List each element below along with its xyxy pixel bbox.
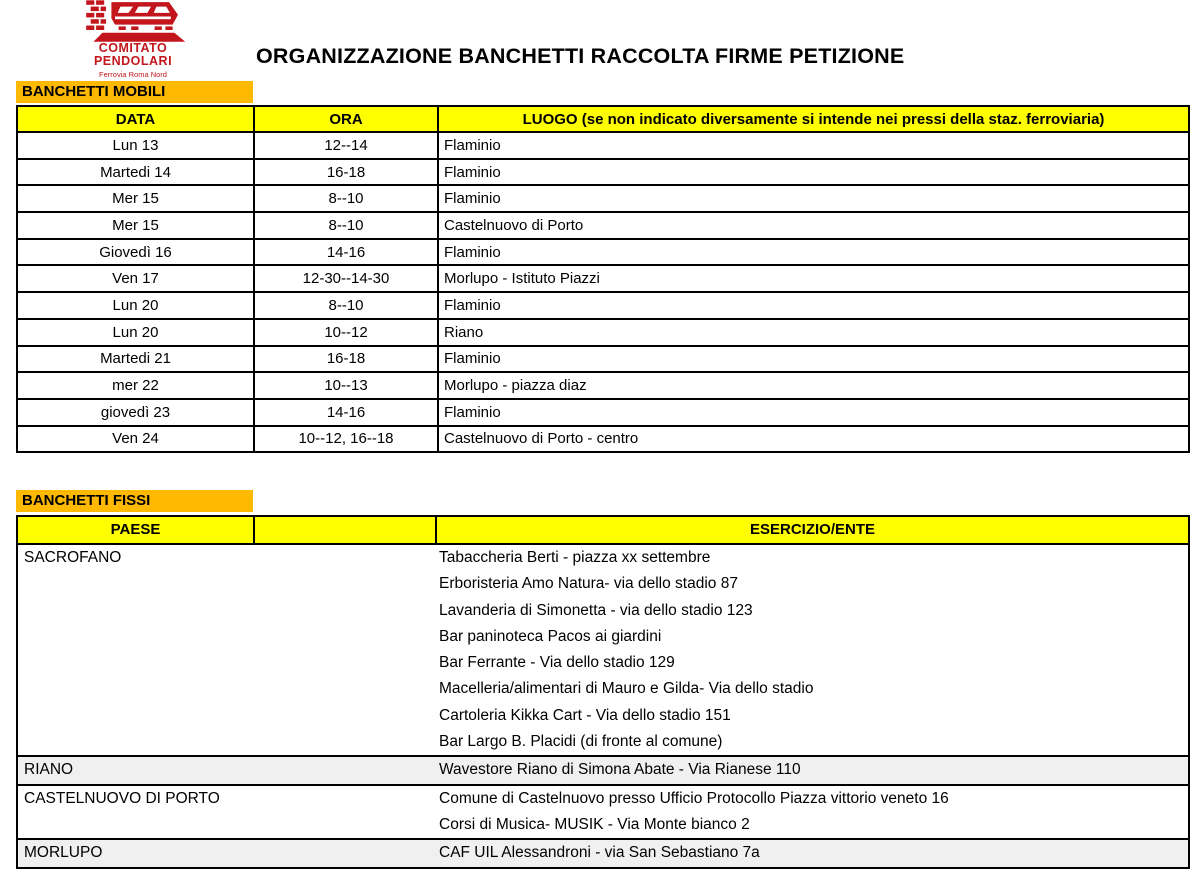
luogo-cell: Morlupo - Istituto Piazzi [438,265,1189,292]
page-title: ORGANIZZAZIONE BANCHETTI RACCOLTA FIRME PETIZIONE [256,44,905,68]
esercizio-cell: Tabaccheria Berti - piazza xx settembre [439,549,711,566]
ora-cell: 8--10 [254,292,438,319]
section-banner-fissi: BANCHETTI FISSI [16,490,253,512]
luogo-cell: Flaminio [438,346,1189,373]
esercizio-cell: Macelleria/alimentari di Mauro e Gilda- Via dello stadio [439,680,814,698]
paese-cell: RIANO [24,761,74,779]
esercizio-cell: Bar paninoteca Pacos ai giardini [439,627,662,645]
fissi-group-row [18,545,1188,757]
paese-cell: MORLUPO [24,844,103,862]
ora-cell: 8--10 [254,212,438,239]
ora-cell: 10--13 [254,372,438,399]
luogo-cell: Castelnuovo di Porto [438,212,1189,239]
esercizio-cell: Cartoleria Kikka Cart - Via dello stadio 151 [439,706,731,724]
fissi-body [18,545,1188,867]
luogo-cell: Flaminio [438,239,1189,266]
data-cell: Lun 20 [17,292,254,319]
data-cell: Giovedì 16 [17,239,254,266]
data-cell: mer 22 [17,372,254,399]
esercizi-list [439,840,1188,866]
luogo-cell: Castelnuovo di Porto - centro [438,426,1189,453]
header-luogo: LUOGO (se non indicato diversamente si intende nei pressi della staz. ferroviaria) [438,106,1189,132]
logo-subtitle: Ferrovia Roma Nord [99,70,167,79]
esercizio-cell: Wavestore Riano di Simona Abate - Via Rianese 110 [439,761,801,779]
esercizio-cell: Lavanderia di Simonetta - via dello stadio 123 [439,601,753,619]
ora-cell: 10--12 [254,319,438,346]
data-cell: Martedi 14 [17,159,254,186]
data-cell: Mer 15 [17,185,254,212]
train-logo-icon [79,0,187,42]
ora-cell: 14-16 [254,399,438,426]
fissi-group-row [18,757,1188,785]
mobili-row [17,372,1189,399]
esercizio-cell: Erboristeria Amo Natura- via dello stadio 87 [439,575,738,593]
mobili-row [17,132,1189,159]
header-ora: ORA [254,106,438,132]
data-cell: Ven 24 [17,426,254,453]
esercizi-list [439,545,1188,755]
data-cell: Lun 20 [17,319,254,346]
mobili-row [17,319,1189,346]
fissi-group-row [18,786,1188,841]
ora-cell: 16-18 [254,346,438,373]
mobili-header-row [17,106,1189,132]
data-cell: Mer 15 [17,212,254,239]
logo-text-line2: PENDOLARI [93,54,173,68]
section-banner-mobili: BANCHETTI MOBILI [16,81,253,103]
esercizio-cell: Comune di Castelnuovo presso Ufficio Protocollo Piazza vittorio veneto 16 [439,789,949,807]
mobili-row [17,346,1189,373]
fissi-group-row [18,840,1188,866]
esercizi-list [439,757,1188,783]
luogo-cell: Flaminio [438,292,1189,319]
header-esercizio-ente: ESERCIZIO/ENTE [749,521,876,538]
esercizio-cell: CAF UIL Alessandroni - via San Sebastiano 7a [439,844,760,862]
ora-cell: 12-30--14-30 [254,265,438,292]
luogo-cell: Morlupo - piazza diaz [438,372,1189,399]
data-cell: giovedì 23 [17,399,254,426]
ora-cell: 16-18 [254,159,438,186]
luogo-cell: Riano [438,319,1189,346]
ora-cell: 10--12, 16--18 [254,426,438,453]
esercizio-cell: Bar Largo B. Placidi (di fronte al comune) [439,733,723,751]
mobili-row [17,399,1189,426]
data-cell: Martedi 21 [17,346,254,373]
esercizi-list [439,786,1188,839]
header-empty [255,517,437,543]
luogo-cell: Flaminio [438,159,1189,186]
luogo-cell: Flaminio [438,132,1189,159]
esercizio-cell: Bar Ferrante - Via dello stadio 129 [439,654,675,672]
header-paese: PAESE [18,517,255,543]
logo [58,0,208,79]
ora-cell: 8--10 [254,185,438,212]
luogo-cell: Flaminio [438,185,1189,212]
banchetti-fissi-table [16,515,1190,869]
mobili-row [17,212,1189,239]
logo-text-line1: COMITATO [98,41,168,55]
mobili-row [17,265,1189,292]
fissi-header-row [18,517,1188,545]
paese-cell: CASTELNUOVO DI PORTO [24,789,220,807]
mobili-row [17,426,1189,453]
mobili-row [17,185,1189,212]
mobili-row [17,159,1189,186]
mobili-row [17,292,1189,319]
data-cell: Ven 17 [17,265,254,292]
ora-cell: 14-16 [254,239,438,266]
header-data: DATA [17,106,254,132]
data-cell: Lun 13 [17,132,254,159]
paese-cell: SACROFANO [24,549,122,566]
ora-cell: 12--14 [254,132,438,159]
banchetti-mobili-table [16,105,1190,453]
esercizio-cell: Corsi di Musica- MUSIK - Via Monte bianco 2 [439,815,750,833]
luogo-cell: Flaminio [438,399,1189,426]
mobili-row [17,239,1189,266]
